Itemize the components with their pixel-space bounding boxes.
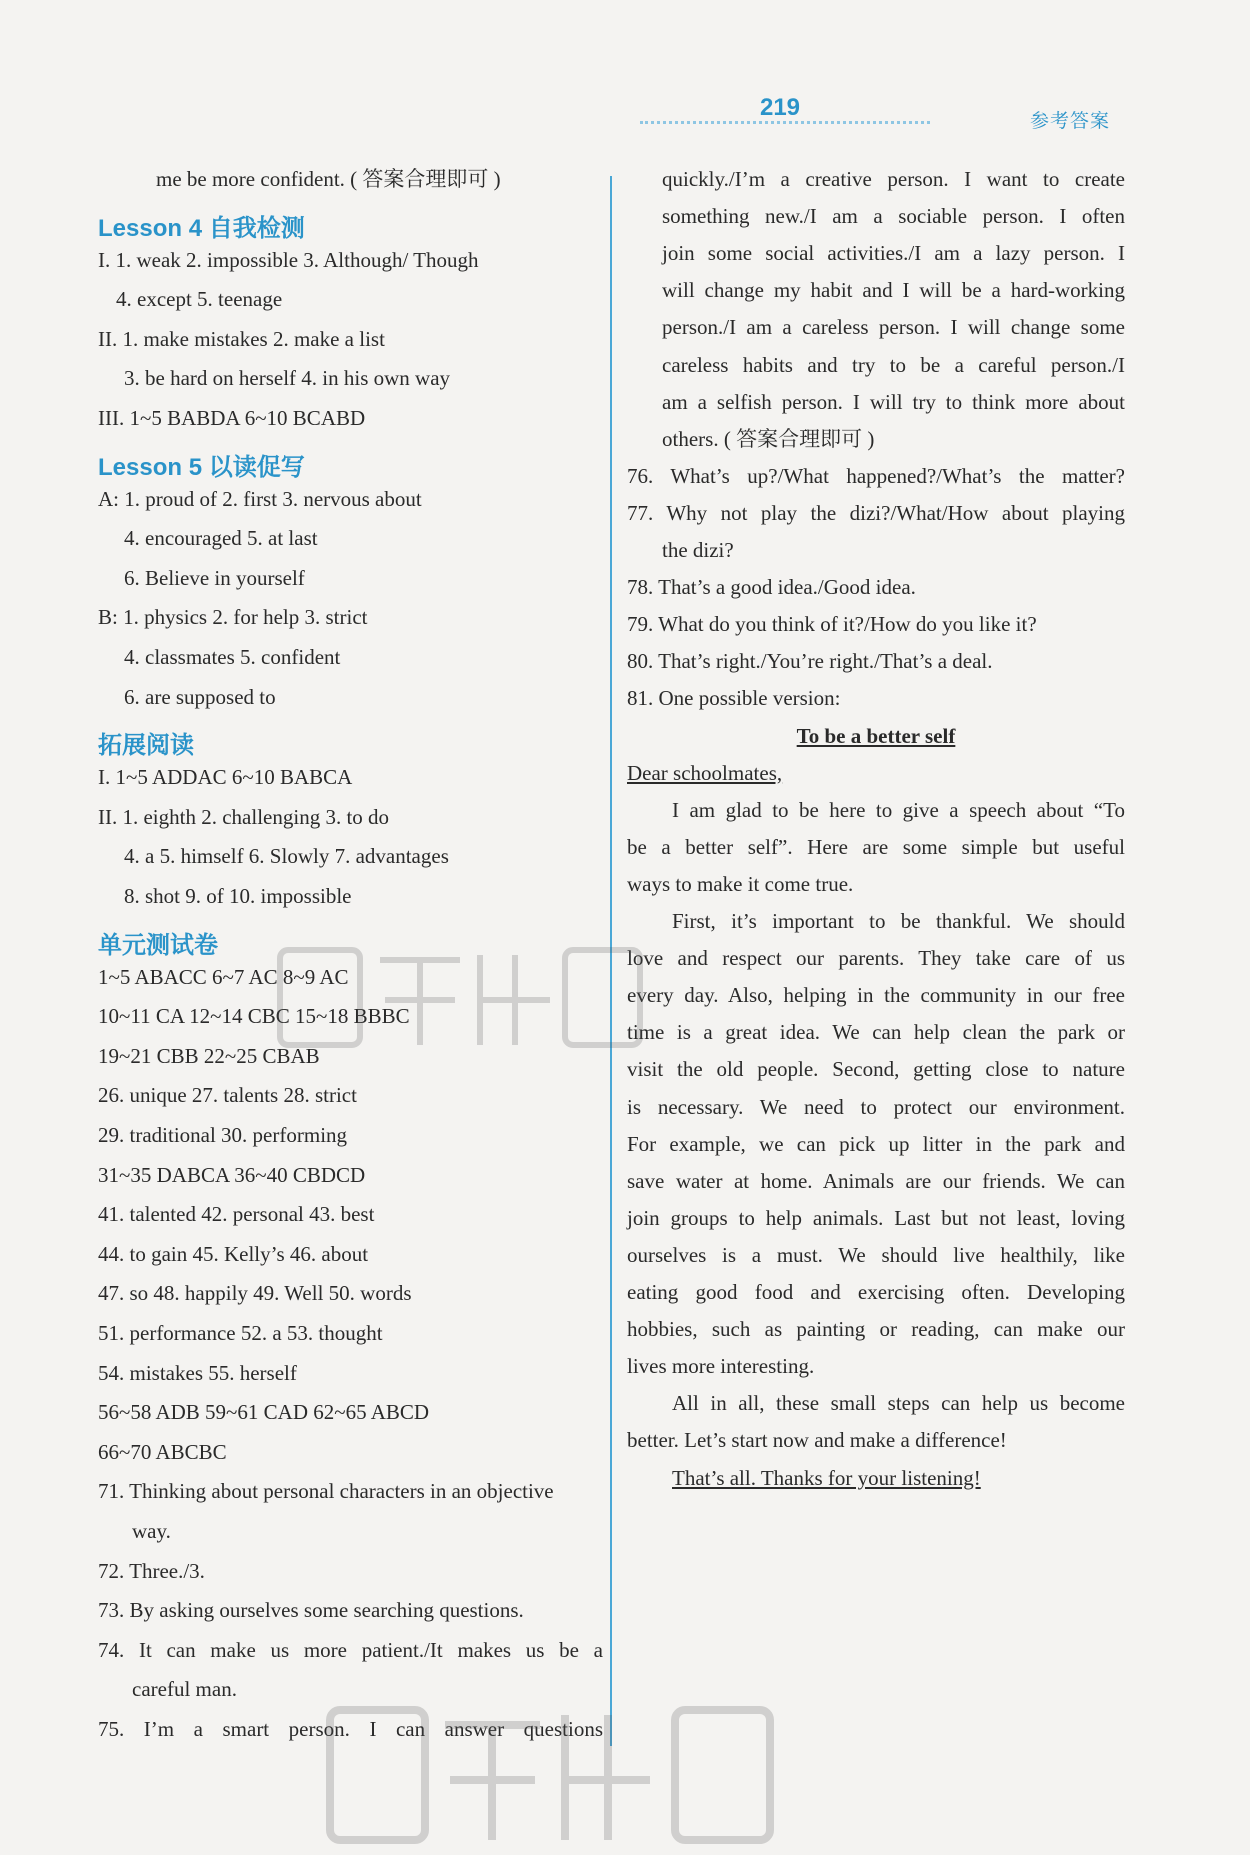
answer-line: person./I am a careless person. I will change some — [662, 315, 1125, 340]
section-heading: Lesson 5 以读促写 — [98, 453, 305, 481]
answer-line: 75. I’m a smart person. I can answer questions — [98, 1717, 603, 1741]
answer-line: 76. What’s up?/What happened?/What’s the matter? — [627, 463, 1125, 488]
answer-line: will change my habit and I will be a hard-working — [662, 278, 1125, 303]
column-divider — [610, 176, 612, 1746]
answer-line: 4. encouraged 5. at last — [124, 526, 318, 551]
section-heading: 拓展阅读 — [98, 732, 194, 760]
answer-line: visit the old people. Second, getting close to nature — [627, 1057, 1125, 1082]
answer-line: careless habits and try to be a careful person./I — [662, 352, 1125, 377]
answer-line: 10~11 CA 12~14 CBC 15~18 BBBC — [98, 1004, 410, 1029]
answer-line: 81. One possible version: — [627, 686, 841, 711]
answer-line: 47. so 48. happily 49. Well 50. words — [98, 1281, 412, 1306]
answer-line: 74. It can make us more patient./It makes us be a — [98, 1637, 603, 1662]
answer-line: me be more confident. ( 答案合理即可 ) — [156, 167, 501, 191]
watermark-small — [270, 940, 650, 1060]
answer-line: 66~70 ABCBC — [98, 1439, 227, 1464]
answer-line: be a better self”. Here are some simple but useful — [627, 834, 1125, 859]
answer-line: the dizi? — [662, 538, 734, 562]
answer-line: 6. are supposed to — [124, 684, 276, 709]
answer-line: lives more interesting. — [627, 1354, 815, 1379]
answer-line: 1~5 ABACC 6~7 AC 8~9 AC — [98, 964, 349, 989]
answer-line: For example, we can pick up litter in the park and — [627, 1131, 1125, 1156]
answer-line: 3. be hard on herself 4. in his own way — [124, 366, 451, 391]
answer-line: That’s all. Thanks for your listening! — [672, 1465, 981, 1490]
answer-line: First, it’s important to be thankful. We should — [672, 909, 1125, 933]
answer-line: I. 1. weak 2. impossible 3. Although/ Though — [98, 247, 479, 272]
answer-line: 78. That’s a good idea./Good idea. — [627, 575, 916, 600]
page-header — [0, 0, 1250, 140]
answer-line: is necessary. We need to protect our environment. — [627, 1094, 1125, 1119]
answer-line: quickly./I’m a creative person. I want to create — [662, 167, 1125, 191]
answer-line: 79. What do you think of it?/How do you like it? — [627, 612, 1037, 637]
answer-line: join some social activities./I am a lazy person. I — [662, 241, 1125, 266]
answer-line: 73. By asking ourselves some searching questions. — [98, 1598, 524, 1623]
answer-line: 26. unique 27. talents 28. strict — [98, 1083, 357, 1108]
answer-line: 51. performance 52. a 53. thought — [98, 1321, 383, 1345]
answer-line: 8. shot 9. of 10. impossible — [124, 884, 352, 908]
answer-line: ways to make it come true. — [627, 871, 854, 896]
answer-line: 80. That’s right./You’re right./That’s a deal. — [627, 649, 993, 674]
section-heading: Lesson 4 自我检测 — [98, 214, 305, 242]
answer-line: 44. to gain 45. Kelly’s 46. about — [98, 1241, 369, 1266]
essay-title: To be a better self — [796, 723, 956, 748]
answer-line: 71. Thinking about personal characters in an objective — [98, 1479, 554, 1504]
section-heading: 单元测试卷 — [98, 931, 218, 959]
answer-line: B: 1. physics 2. for help 3. strict — [98, 605, 368, 630]
page-number: 219 — [759, 94, 801, 121]
answer-line: something new./I am a sociable person. I often — [662, 204, 1125, 229]
answer-line: 4. a 5. himself 6. Slowly 7. advantages — [124, 844, 449, 869]
answer-line: II. 1. make mistakes 2. make a list — [98, 326, 385, 351]
answer-line: A: 1. proud of 2. first 3. nervous about — [98, 486, 422, 511]
answer-line: 29. traditional 30. performing — [98, 1123, 348, 1147]
answer-line: Dear schoolmates, — [627, 760, 783, 785]
answer-line: others. ( 答案合理即可 ) — [662, 426, 875, 451]
answer-line: join groups to help animals. Last but not least, loving — [627, 1205, 1125, 1230]
answer-line: careful man. — [132, 1677, 237, 1702]
answer-line: am a selfish person. I will try to think more about — [662, 389, 1125, 414]
section-title: 参考答案 — [1030, 110, 1111, 132]
answer-line: 77. Why not play the dizi?/What/How about playing — [627, 500, 1125, 525]
answer-line: II. 1. eighth 2. challenging 3. to do — [98, 804, 390, 829]
answer-line: 56~58 ADB 59~61 CAD 62~65 ABCD — [98, 1400, 430, 1425]
answer-line: time is a great idea. We can help clean the park or — [627, 1020, 1125, 1045]
answer-line: way. — [132, 1519, 171, 1543]
answer-line: 6. Believe in yourself — [124, 565, 305, 590]
answer-line: I. 1~5 ADDAC 6~10 BABCA — [98, 765, 353, 790]
answer-line: 19~21 CBB 22~25 CBAB — [98, 1043, 320, 1068]
answer-line: III. 1~5 BABDA 6~10 BCABD — [98, 406, 366, 430]
answer-line: every day. Also, helping in the community in our free — [627, 983, 1125, 1008]
answer-line: 4. except 5. teenage — [116, 287, 283, 312]
answer-line: eating good food and exercising often. Developing — [627, 1280, 1125, 1304]
answer-line: 4. classmates 5. confident — [124, 645, 341, 669]
answer-line: save water at home. Animals are our friends. We can — [627, 1168, 1125, 1193]
answer-line: 54. mistakes 55. herself — [98, 1360, 297, 1385]
answer-line: better. Let’s start now and make a difference! — [627, 1428, 1007, 1453]
header-decorative-rule — [640, 121, 930, 124]
answer-line: love and respect our parents. They take care of us — [627, 946, 1125, 971]
answer-line: All in all, these small steps can help us become — [672, 1391, 1125, 1416]
answer-line: 41. talented 42. personal 43. best — [98, 1202, 375, 1227]
answer-line: 31~35 DABCA 36~40 CBDCD — [98, 1162, 366, 1187]
answer-line: 72. Three./3. — [98, 1558, 205, 1583]
answer-line: I am glad to be here to give a speech about “To — [672, 797, 1125, 822]
answer-line: hobbies, such as painting or reading, can make our — [627, 1317, 1125, 1342]
answer-line: ourselves is a must. We should live healthily, like — [627, 1242, 1125, 1267]
